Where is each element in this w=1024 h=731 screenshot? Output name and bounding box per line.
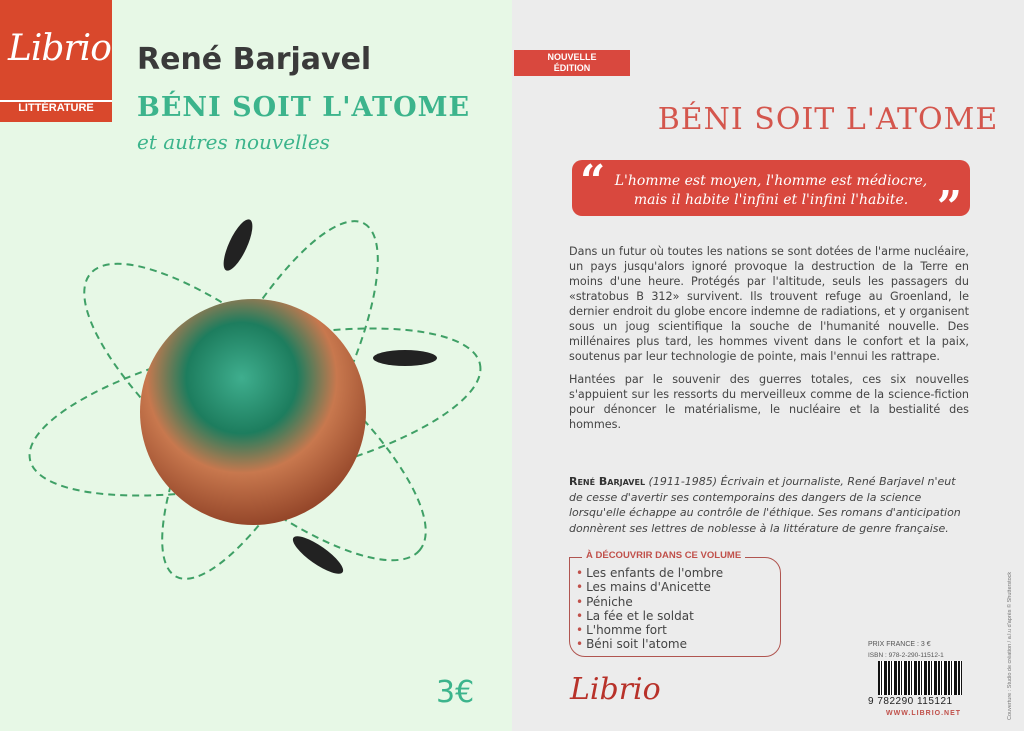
atom-globe-illustration	[0, 180, 512, 640]
open-quote-icon: “	[580, 156, 606, 207]
author-bio	[569, 474, 969, 536]
front-price: 3€	[436, 675, 475, 710]
list-item: • Les enfants de l'ombre	[576, 566, 780, 580]
volume-contents	[569, 550, 781, 657]
collection-label: LITTÉRATURE	[0, 100, 112, 122]
quote-line1: L'homme est moyen, l'homme est médiocre,	[614, 173, 928, 189]
globe-icon	[140, 299, 366, 525]
barcode	[878, 661, 962, 695]
badge-line1: NOUVELLE	[547, 52, 597, 62]
back-logo: Librio	[570, 672, 661, 707]
new-edition-badge	[514, 50, 630, 76]
back-cover	[512, 0, 1024, 731]
back-title: BÉNI SOIT L'ATOME	[657, 102, 999, 137]
list-item: • Les mains d'Anicette	[576, 580, 780, 594]
description-paragraph: Hantées par le souvenir des guerres totales, ces six nouvelles s'appuient sur les ressorts du merveilleux comme de la science-fiction pour dénoncer le matérialisme, le nucléaire et la bestialité des hommes.	[569, 373, 969, 431]
list-item: • Péniche	[576, 595, 780, 609]
list-item: • L'homme fort	[576, 623, 780, 637]
price-label: PRIX FRANCE : 3 €	[868, 641, 931, 648]
barcode-number: 9 782290 115121	[868, 696, 953, 707]
cover-credit: Couverture : Studio de création / a.l.u d'après © Shutterstock	[1007, 571, 1013, 720]
bio-text: (1911-1985) Écrivain et journaliste, René Barjavel n'eut de cesse d'avertir ses contemporains des dangers de la science lorsqu'elle échappe au contrôle de l'éthique. Ses romans d'anticipation donnèrent ses lettres de noblesse à la littérature de genre française.	[569, 475, 961, 535]
list-item: • Béni soit l'atome	[576, 637, 780, 651]
logo-text: Librio	[8, 28, 111, 69]
publisher-logo	[0, 0, 112, 122]
close-quote-icon: ”	[936, 182, 962, 233]
book-subtitle: et autres nouvelles	[137, 130, 330, 154]
author-name: René Barjavel	[137, 42, 372, 77]
isbn-label: ISBN : 978-2-290-11512-1	[868, 652, 944, 659]
description-paragraph: Dans un futur où toutes les nations se sont dotées de l'arme nucléaire, un pays jusqu'alors ignoré provoque la destruction de la Terre en moins d'une heure. Protégés par l'altitude, seuls les passagers du «stratobus B 312» survivent. Ils trouvent refuge au Groenland, le dernier endroit du globe encore indemne de radiations, et y organisent sous un joug scientifique la souche de l'humanité nouvelle. Des millénaires plus tard, les hommes vivent dans le confort et la paix, soutenus par leur technologie de pointe, mais l'ennui les rattrape.	[569, 245, 969, 363]
book-title: BÉNI SOIT L'ATOME	[137, 92, 471, 123]
quote-line2: mais il habite l'infini et l'infini l'habite.	[633, 192, 909, 208]
website-link[interactable]: WWW.LIBRIO.NET	[886, 710, 962, 717]
badge-line2: ÉDITION	[553, 63, 591, 73]
volume-heading: À DÉCOUVRIR DANS CE VOLUME	[582, 550, 745, 561]
bio-name: René Barjavel	[569, 475, 646, 488]
list-item: • La fée et le soldat	[576, 609, 780, 623]
description	[569, 244, 969, 432]
quote-box	[572, 156, 970, 233]
